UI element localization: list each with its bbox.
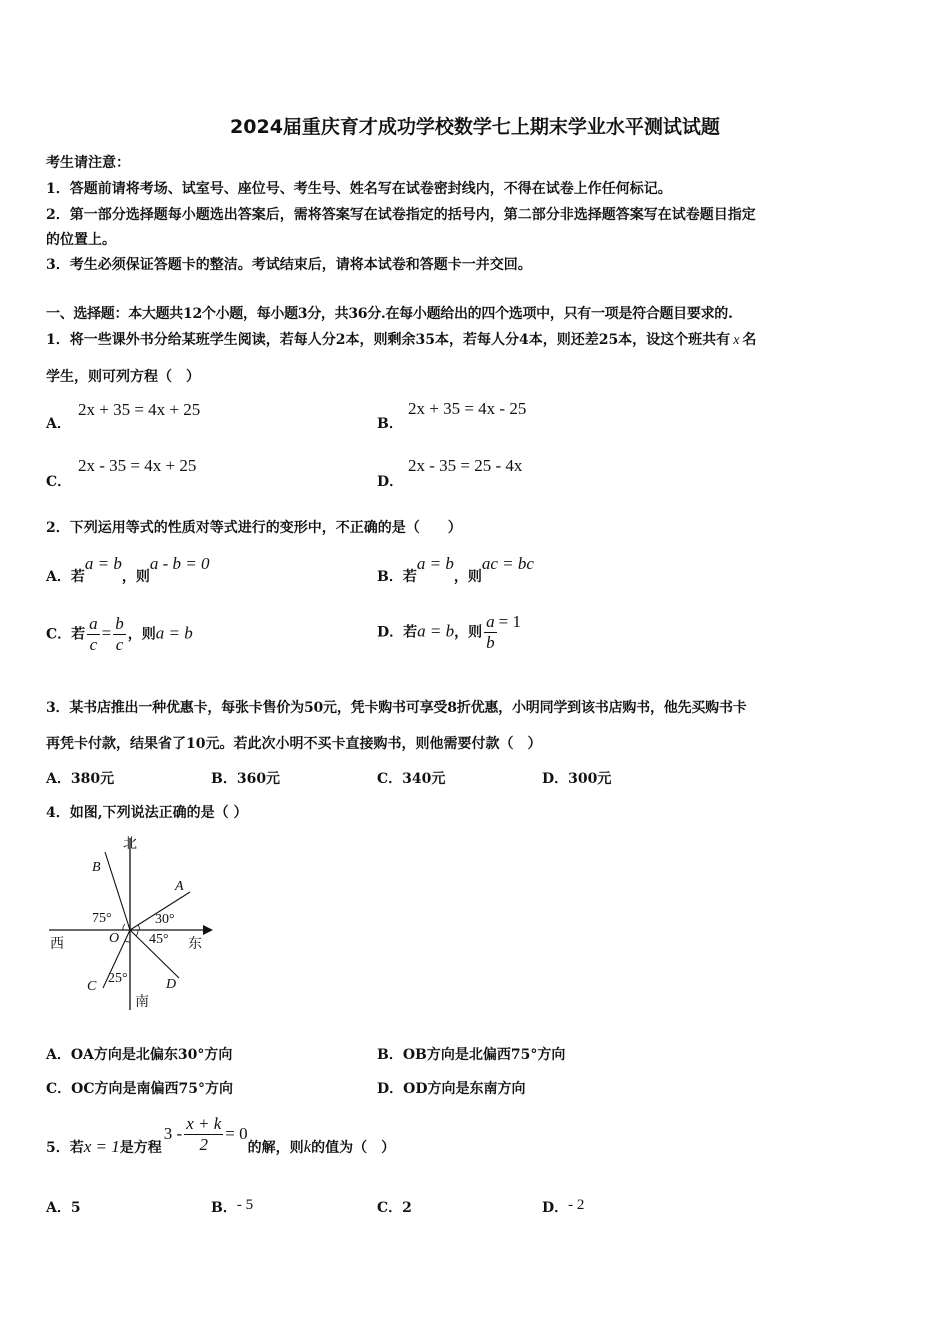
q2-option-c [46,614,193,655]
q2-a-cond: a = b [84,554,122,573]
label-angle-45: 45° [149,932,169,947]
q2-option-a [46,554,210,586]
arc-30 [138,925,140,930]
q1-stem-text: 1．将一些课外书分给某班学生阅读，若每人分2本，则剩余35本，若每人分4本，则还差25本，设这个班共有 [46,332,731,348]
q5-d-label: D． [542,1200,569,1216]
q2-c-label: C．若 [46,626,86,643]
q2-option-d [377,612,521,653]
direction-diagram [45,830,215,1015]
q2-c-frac-2 [113,614,126,655]
q5-option-a [46,1197,81,1217]
q1-option-b: 2x + 35 = 4x - 25 [408,399,527,418]
q2-d-num: a [486,612,495,631]
q5-option-d [542,1197,584,1217]
notice-item-1: 1．答题前请将考场、试室号、座位号、考生号、姓名写在试卷密封线内，不得在试卷上作任何标记。 [46,181,672,197]
label-c: C [87,979,97,994]
q4-option-d: D．OD方向是东南方向 [377,1081,526,1097]
label-b: B [92,860,101,875]
q5-eq-post: = 0 [225,1124,248,1143]
arc-75 [123,924,125,930]
q5-c-value: 2 [402,1200,412,1216]
q2-b-cond: a = b [416,554,454,573]
q5-a-label: A． [46,1200,71,1216]
q5-c-label: C． [377,1200,403,1216]
q5-post-b: 的值为（ ） [311,1140,396,1156]
q1-option-b-label: B． [377,416,403,432]
q1-option-c: 2x - 35 = 4x + 25 [78,456,197,475]
q5-a-value: 5 [70,1200,81,1216]
east-arrow-icon [203,925,213,935]
arc-45 [136,930,138,936]
q2-c-den1: c [89,635,98,654]
label-north: 北 [123,836,137,852]
label-angle-75: 75° [92,911,112,926]
label-west: 西 [50,936,64,952]
q1-option-d: 2x - 35 = 25 - 4x [408,456,523,475]
q5-option-b [211,1197,253,1217]
q2-c-den2: c [115,635,124,654]
notice-item-3: 3．考生必须保证答题卡的整洁。考试结束后，请将本试卷和答题卡一并交回。 [46,257,532,273]
q2-c-res: a = b [155,623,193,643]
label-south: 南 [135,994,149,1010]
q2-a-then: ，则 [121,569,150,585]
q1-stem-line2: 学生，则可列方程（ ） [46,369,200,385]
q2-d-eq: = 1 [498,611,521,631]
q1-option-d-label: D． [377,474,404,490]
q2-b-then: ，则 [453,569,482,585]
q2-d-frac [484,612,497,653]
q3-option-d: D．300元 [542,771,612,787]
notice-item-2: 2．第一部分选择题每小题选出答案后，需将答案写在试卷指定的括号内，第二部分非选择题答案写在试卷题目指定 [46,207,756,223]
q5-num: x + k [186,1114,222,1133]
notice-item-2-cont: 的位置上。 [46,232,116,248]
q3-stem-line1: 3．某书店推出一种优惠卡，每张卡售价为50元，凭卡购书可享受8折优惠，小明同学到该书店购书，他先买购书卡 [46,700,747,716]
label-o: O [109,931,120,946]
q1-stem-line1 [46,329,756,349]
q2-c-then: ，则 [127,626,156,643]
arc-25 [125,941,130,942]
q2-c-num2: b [115,614,124,633]
q4-stem: 4．如图,下列说法正确的是（ ） [46,805,248,821]
q2-b-label: B．若 [377,569,417,585]
q5-stem [46,1114,395,1155]
q1-option-a-label: A． [46,416,71,432]
q1-option-c-label: C． [46,474,72,490]
q4-option-c: C．OC方向是南偏西75°方向 [46,1081,233,1097]
q5-mid: 是方程 [119,1140,162,1156]
label-angle-30: 30° [155,912,175,927]
label-d: D [166,977,177,992]
q2-stem: 2．下列运用等式的性质对等式进行的变形中，不正确的是（ ） [46,520,462,536]
q1-stem-end: 名 [742,332,757,348]
q2-d-then: ，则 [454,624,483,641]
label-east: 东 [188,936,202,952]
q5-den: 2 [199,1135,208,1154]
q2-option-b [377,554,534,586]
q3-stem-line2: 再凭卡付款，结果省了10元。若此次小明不买卡直接购书，则他需要付款（ ） [46,736,542,752]
q2-a-label: A．若 [46,569,85,585]
q2-c-num1: a [89,614,98,633]
q5-fraction [184,1114,223,1155]
q1-option-a: 2x + 35 = 4x + 25 [78,400,201,419]
q4-option-a: A．OA方向是北偏东30°方向 [46,1047,233,1063]
q5-post-a: 的解，则 [247,1140,304,1156]
q5-option-c [377,1197,412,1217]
q2-a-res: a - b = 0 [149,554,210,573]
notice-heading: 考生请注意： [46,155,130,171]
q5-pre: 5．若 [46,1140,84,1156]
q2-d-label: D．若 [377,624,418,641]
label-angle-25: 25° [108,971,128,986]
q2-b-res: ac = bc [481,554,534,573]
q5-cond: x = 1 [83,1137,120,1156]
q5-b-label: B． [211,1200,237,1216]
page-title: 2024届重庆育才成功学校数学七上期末学业水平测试试题 [230,116,720,138]
q3-option-a: A．380元 [46,771,115,787]
q5-b-value: - 5 [236,1197,254,1213]
q3-option-c: C．340元 [377,771,446,787]
q5-eq-pre: 3 - [163,1124,183,1143]
q1-var: x [733,333,740,348]
q5-d-value: - 2 [568,1197,585,1213]
q3-option-b: B．360元 [211,771,281,787]
q2-c-frac-1 [87,614,100,655]
q2-c-eq: = [101,623,112,643]
label-a: A [175,879,184,894]
section-heading: 一、选择题：本大题共12个小题，每小题3分，共36分.在每小题给出的四个选项中，只有一项是符合题目要求的. [46,306,733,322]
q2-d-den: b [486,633,495,652]
q4-option-b: B．OB方向是北偏西75°方向 [377,1047,566,1063]
q5-var: k [303,1137,312,1156]
q2-d-cond: a = b [417,621,455,641]
